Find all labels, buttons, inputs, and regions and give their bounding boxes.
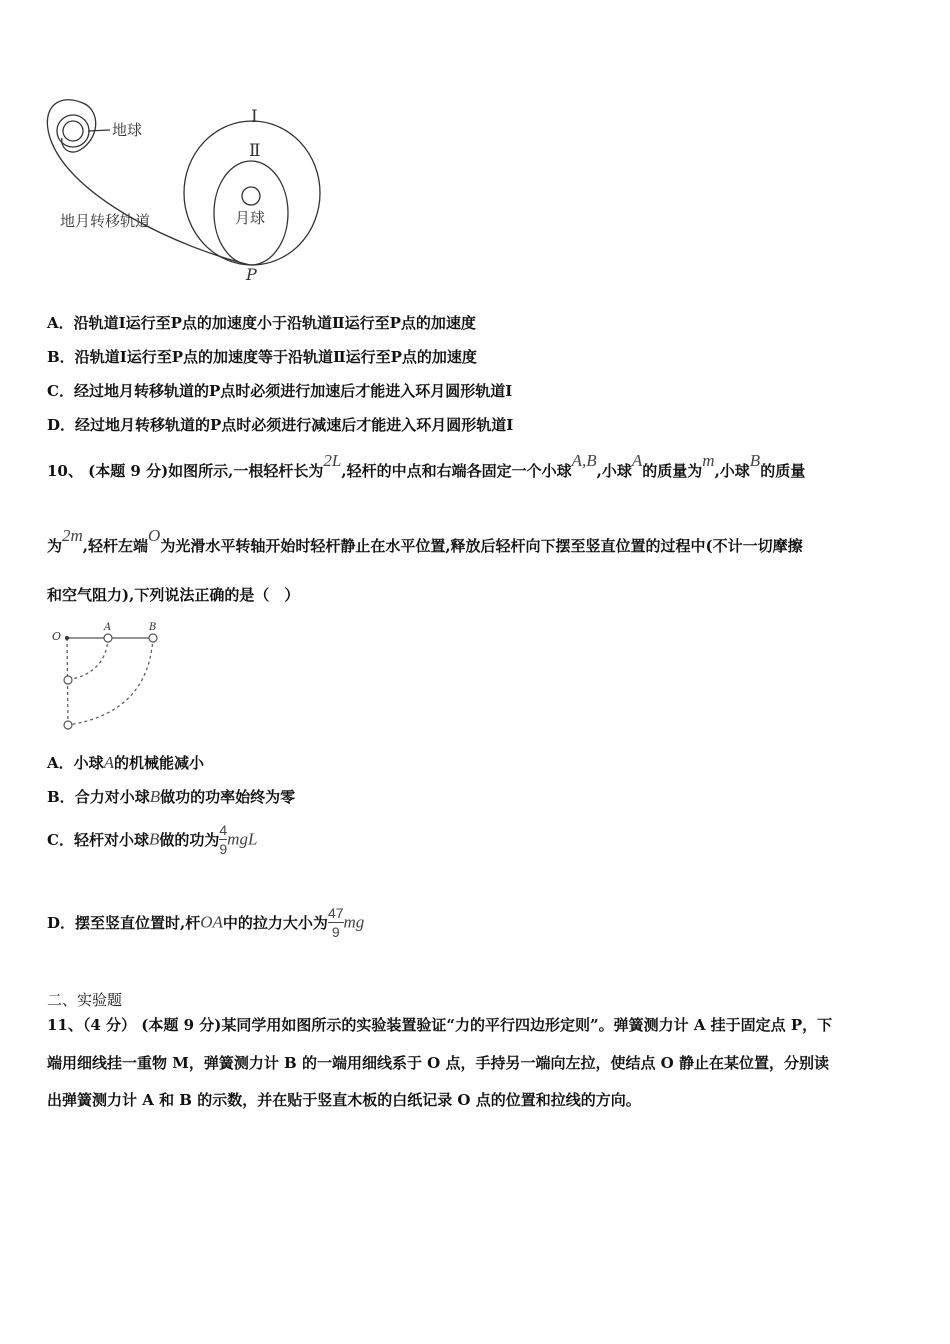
rod-figure — [48, 618, 178, 736]
q9-option-a: A．沿轨道Ⅰ运行至P点的加速度小于沿轨道Ⅱ运行至P点的加速度 — [47, 314, 476, 332]
orbit-I-label: Ⅰ — [251, 107, 258, 127]
orbit-figure — [40, 98, 340, 288]
q11-line2: 端用细线挂一重物 M，弹簧测力计 B 的一端用细线系于 O 点，手持另一端向左拉，使结点 O 静止在某位置，分别读 — [47, 1054, 829, 1072]
earth-label: 地球 — [112, 121, 143, 139]
q10-option-d: D．摆至竖直位置时,杆OA中的拉力大小为$\frac{47}{9}mg$ — [47, 905, 365, 940]
fraction-47-9: $\frac{47}{9}$ — [327, 905, 344, 940]
q10-stem-line3: 和空气阻力),下列说法正确的是（ ） — [47, 586, 300, 604]
q10-option-a: A．小球A的机械能减小 — [47, 753, 205, 772]
q9-option-b: B．沿轨道Ⅰ运行至P点的加速度等于沿轨道Ⅱ运行至P点的加速度 — [47, 348, 477, 366]
q10-stem-line1: 10、 (本题 9 分)如图所示,一根轻杆长为2L,轻杆的中点和右端各固定一个小球A,B,小球A的质量为m,小球B的质量 — [47, 451, 806, 480]
q10-option-b: B．合力对小球B做功的功率始终为零 — [47, 787, 296, 806]
q11-line3: 出弹簧测力计 A 和 B 的示数，并在贴于竖直木板的白纸记录 O 点的位置和拉线的方向。 — [47, 1091, 641, 1109]
q9-option-c: C．经过地月转移轨道的P点时必须进行加速后才能进入环月圆形轨道Ⅰ — [47, 382, 513, 400]
section-heading: 二、实验题 — [47, 991, 123, 1009]
orbit-II-label: Ⅱ — [249, 141, 261, 161]
ball-A-final — [64, 676, 72, 684]
path-B — [68, 638, 153, 725]
moon-label: 月球 — [235, 209, 266, 227]
fig-label-A: A — [104, 622, 112, 633]
moon-circle — [242, 187, 260, 205]
q10-stem-line2: 为2m,轻杆左端O为光滑水平转轴开始时轻杆静止在水平位置,释放后轻杆向下摆至竖直位置的过程中(不计一切摩擦 — [47, 526, 803, 555]
q11-line1: 11、（4 分） (本题 9 分)某同学用如图所示的实验装置验证“力的平行四边形定则”。弹簧测力计 A 挂于固定点 P，下 — [47, 1016, 833, 1034]
point-P-label: P — [246, 265, 257, 284]
fraction-4-9: $\frac{4}{9}$ — [219, 822, 228, 857]
path-A — [68, 638, 108, 680]
q9-option-d: D．经过地月转移轨道的P点时必须进行减速后才能进入环月圆形轨道Ⅰ — [47, 416, 514, 434]
transfer-label: 地月转移轨道 — [60, 212, 151, 230]
ball-B — [149, 634, 157, 642]
q10-option-c: C．轻杆对小球B做的功为$\frac{4}{9}mgL$ — [47, 822, 258, 857]
pivot-O — [65, 636, 69, 640]
ball-B-final — [64, 721, 72, 729]
ball-A — [104, 634, 112, 642]
fig-label-B: B — [149, 622, 157, 633]
fig-label-O: O — [52, 630, 62, 643]
earth-circle-inner — [63, 121, 83, 141]
